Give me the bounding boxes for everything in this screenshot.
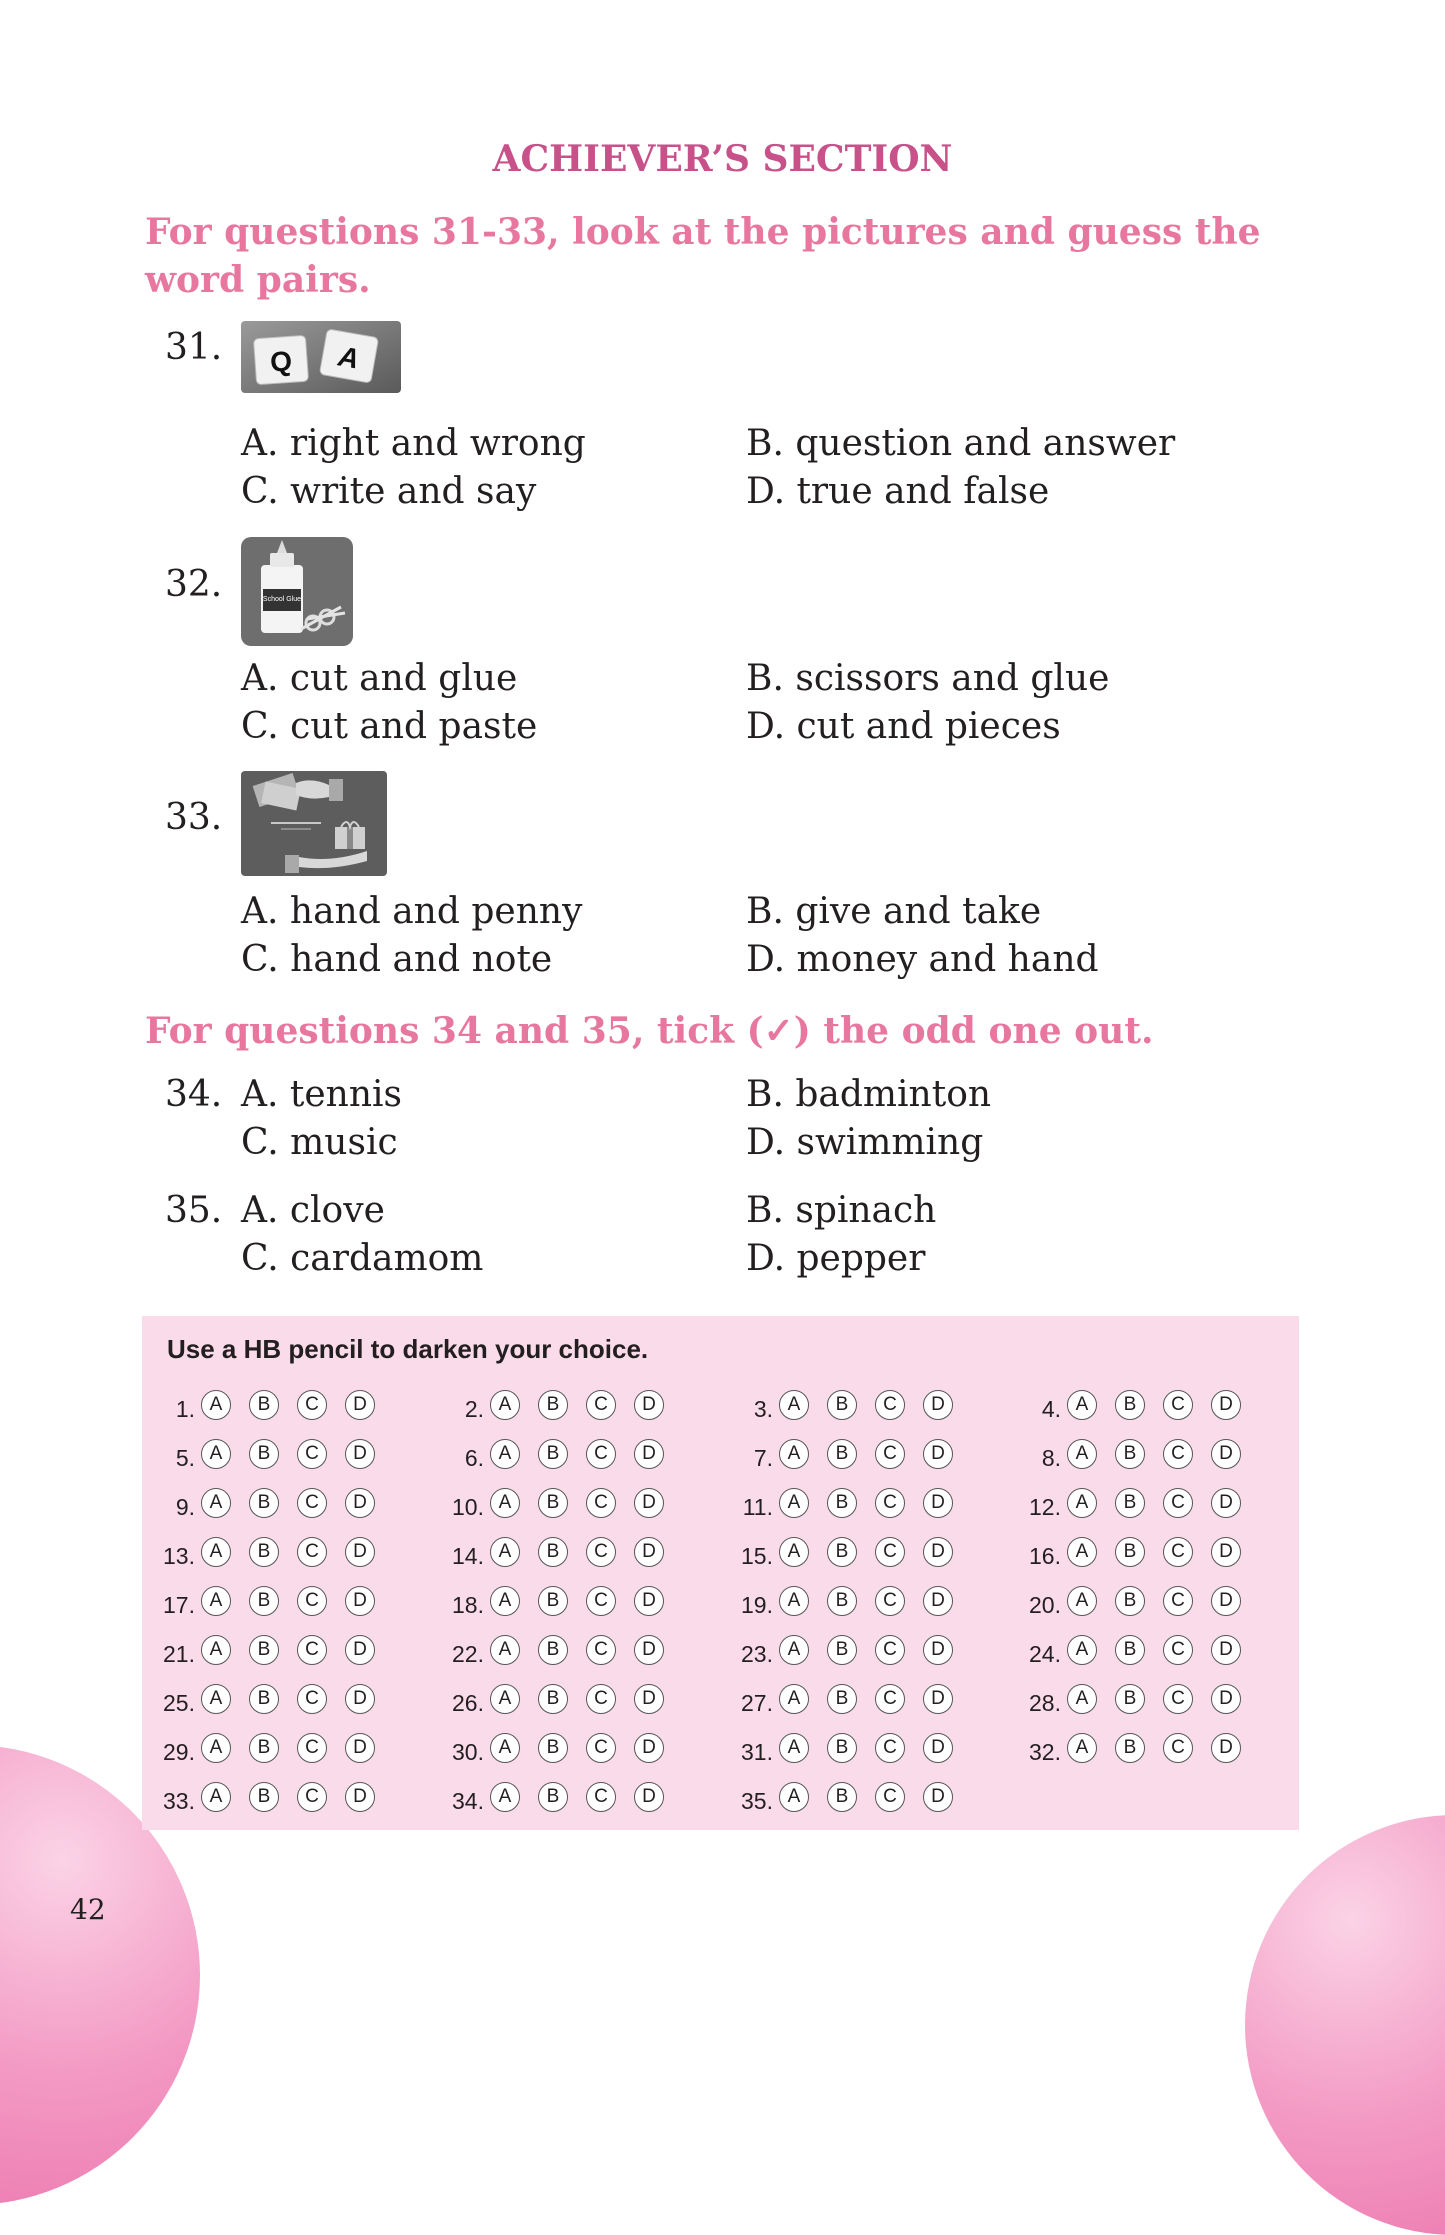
question-34-number: 34. [165, 1074, 223, 1115]
answer-bubble-d[interactable]: D [923, 1635, 953, 1665]
answer-bubble-a[interactable]: A [779, 1733, 809, 1763]
answer-bubble-d[interactable]: D [634, 1782, 664, 1812]
answer-bubble-d[interactable]: D [923, 1537, 953, 1567]
answer-bubble-b[interactable]: B [538, 1439, 568, 1469]
answer-bubble-d[interactable]: D [923, 1586, 953, 1616]
answer-row [717, 1582, 971, 1620]
answer-row [139, 1778, 393, 1816]
answer-bubble-a[interactable]: A [201, 1635, 231, 1665]
answer-number: 18. [452, 1591, 484, 1618]
answer-bubble-d[interactable]: D [345, 1390, 375, 1420]
answer-bubble-c[interactable]: C [1163, 1733, 1193, 1763]
answer-bubble-a[interactable]: A [201, 1733, 231, 1763]
answer-bubble-c[interactable]: C [1163, 1439, 1193, 1469]
section-title: ACHIEVER’S SECTION [492, 138, 953, 180]
answer-row [428, 1435, 682, 1473]
answer-row [1005, 1729, 1259, 1767]
answer-row [1005, 1435, 1259, 1473]
answer-bubble-d[interactable]: D [345, 1537, 375, 1567]
answer-bubble-d[interactable]: D [634, 1390, 664, 1420]
answer-number: 7. [753, 1444, 773, 1471]
answer-bubble-c[interactable]: C [875, 1586, 905, 1616]
answer-bubble-b[interactable]: B [538, 1684, 568, 1714]
answer-bubble-d[interactable]: D [1211, 1586, 1241, 1616]
answer-bubble-b[interactable]: B [1115, 1390, 1145, 1420]
answer-bubble-d[interactable]: D [345, 1733, 375, 1763]
answer-bubble-c[interactable]: C [297, 1537, 327, 1567]
answer-number: 1. [175, 1395, 195, 1422]
answer-bubble-d[interactable]: D [1211, 1537, 1241, 1567]
answer-bubble-b[interactable]: B [249, 1488, 279, 1518]
question-35-option-b: B. spinach [746, 1190, 937, 1231]
answer-bubble-c[interactable]: C [297, 1488, 327, 1518]
answer-number: 33. [163, 1787, 195, 1814]
answer-number: 29. [163, 1738, 195, 1765]
answer-bubble-d[interactable]: D [345, 1488, 375, 1518]
answer-bubble-c[interactable]: C [875, 1635, 905, 1665]
question-31-image [241, 321, 401, 393]
answer-bubble-a[interactable]: A [1067, 1733, 1097, 1763]
answer-number: 9. [175, 1493, 195, 1520]
answer-bubble-a[interactable]: A [1067, 1684, 1097, 1714]
answer-bubble-b[interactable]: B [827, 1635, 857, 1665]
answer-bubble-b[interactable]: B [1115, 1635, 1145, 1665]
answer-bubble-c[interactable]: C [297, 1782, 327, 1812]
answer-row [428, 1386, 682, 1424]
answer-bubble-d[interactable]: D [923, 1439, 953, 1469]
answer-bubble-a[interactable]: A [779, 1439, 809, 1469]
answer-row [428, 1778, 682, 1816]
answer-row [139, 1631, 393, 1669]
answer-bubble-a[interactable]: A [779, 1684, 809, 1714]
answer-bubble-c[interactable]: C [586, 1782, 616, 1812]
question-34-option-d: D. swimming [746, 1122, 984, 1163]
answer-number: 23. [741, 1640, 773, 1667]
answer-bubble-a[interactable]: A [201, 1586, 231, 1616]
answer-number: 14. [452, 1542, 484, 1569]
question-33-image [241, 771, 387, 876]
answer-number: 26. [452, 1689, 484, 1716]
question-33-option-c: C. hand and note [241, 939, 553, 980]
answer-bubble-d[interactable]: D [634, 1439, 664, 1469]
answer-bubble-b[interactable]: B [827, 1782, 857, 1812]
answer-bubble-b[interactable]: B [538, 1635, 568, 1665]
answer-row [717, 1631, 971, 1669]
question-33-option-a: A. hand and penny [241, 891, 583, 932]
answer-row [428, 1484, 682, 1522]
answer-row [1005, 1582, 1259, 1620]
question-32-option-d: D. cut and pieces [746, 706, 1061, 747]
answer-bubble-d[interactable]: D [345, 1684, 375, 1714]
instruction-31-33: For questions 31-33, look at the pictures and guess the word pairs. [145, 211, 1261, 301]
answer-number: 3. [753, 1395, 773, 1422]
answer-bubble-d[interactable]: D [1211, 1390, 1241, 1420]
answer-bubble-c[interactable]: C [586, 1635, 616, 1665]
glue-label: School Glue [262, 596, 302, 603]
answer-bubble-c[interactable]: C [875, 1390, 905, 1420]
answer-bubble-c[interactable]: C [297, 1635, 327, 1665]
answer-bubble-c[interactable]: C [875, 1684, 905, 1714]
question-31-option-b: B. question and answer [746, 423, 1176, 464]
question-33-number: 33. [165, 797, 223, 838]
tile-a: A [336, 340, 362, 375]
answer-bubble-b[interactable]: B [538, 1782, 568, 1812]
answer-bubble-a[interactable]: A [490, 1488, 520, 1518]
answer-bubble-a[interactable]: A [490, 1586, 520, 1616]
answer-number: 32. [1029, 1738, 1061, 1765]
answer-row [717, 1778, 971, 1816]
answer-bubble-a[interactable]: A [779, 1488, 809, 1518]
answer-row [139, 1729, 393, 1767]
question-31-number: 31. [165, 327, 223, 368]
question-34-option-b: B. badminton [746, 1074, 992, 1115]
answer-bubble-b[interactable]: B [827, 1537, 857, 1567]
answer-number: 24. [1029, 1640, 1061, 1667]
answer-row [139, 1386, 393, 1424]
answer-bubble-c[interactable]: C [297, 1390, 327, 1420]
answer-number: 22. [452, 1640, 484, 1667]
answer-bubble-b[interactable]: B [249, 1390, 279, 1420]
answer-bubble-c[interactable]: C [586, 1586, 616, 1616]
answer-bubble-c[interactable]: C [875, 1782, 905, 1812]
answer-bubble-d[interactable]: D [634, 1488, 664, 1518]
answer-bubble-a[interactable]: A [779, 1782, 809, 1812]
answer-bubble-d[interactable]: D [634, 1684, 664, 1714]
answer-row [428, 1631, 682, 1669]
answer-bubble-d[interactable]: D [1211, 1733, 1241, 1763]
answer-bubble-b[interactable]: B [538, 1733, 568, 1763]
answer-bubble-a[interactable]: A [490, 1782, 520, 1812]
answer-number: 31. [741, 1738, 773, 1765]
answer-bubble-b[interactable]: B [827, 1684, 857, 1714]
answer-bubble-c[interactable]: C [875, 1488, 905, 1518]
answer-bubble-a[interactable]: A [1067, 1586, 1097, 1616]
answer-bubble-a[interactable]: A [201, 1782, 231, 1812]
answer-bubble-a[interactable]: A [779, 1586, 809, 1616]
answer-bubble-c[interactable]: C [586, 1390, 616, 1420]
question-33-option-d: D. money and hand [746, 939, 1099, 980]
question-31-option-d: D. true and false [746, 471, 1050, 512]
answer-bubble-b[interactable]: B [538, 1537, 568, 1567]
answer-bubble-d[interactable]: D [923, 1733, 953, 1763]
answer-bubble-a[interactable]: A [201, 1390, 231, 1420]
answer-row [139, 1680, 393, 1718]
decorative-corner-bottom-right [1245, 1815, 1445, 2235]
answer-bubble-c[interactable]: C [875, 1733, 905, 1763]
question-33-option-b: B. give and take [746, 891, 1042, 932]
answer-bubble-b[interactable]: B [249, 1635, 279, 1665]
answer-row [717, 1386, 971, 1424]
answer-bubble-b[interactable]: B [249, 1439, 279, 1469]
question-35-option-a: A. clove [241, 1190, 385, 1231]
answer-row [717, 1484, 971, 1522]
answer-bubble-a[interactable]: A [201, 1488, 231, 1518]
answer-number: 2. [464, 1395, 484, 1422]
answer-number: 28. [1029, 1689, 1061, 1716]
answer-bubble-c[interactable]: C [1163, 1390, 1193, 1420]
answer-number: 30. [452, 1738, 484, 1765]
answer-bubble-a[interactable]: A [779, 1390, 809, 1420]
answer-row [428, 1533, 682, 1571]
answer-bubble-b[interactable]: B [827, 1733, 857, 1763]
question-31-option-a: A. right and wrong [241, 423, 586, 464]
answer-bubble-c[interactable]: C [1163, 1537, 1193, 1567]
answer-row [1005, 1631, 1259, 1669]
answer-bubble-c[interactable]: C [1163, 1684, 1193, 1714]
question-32-option-a: A. cut and glue [241, 658, 518, 699]
answer-bubble-a[interactable]: A [490, 1439, 520, 1469]
answer-bubble-d[interactable]: D [1211, 1439, 1241, 1469]
answer-row [428, 1680, 682, 1718]
answer-bubble-a[interactable]: A [490, 1684, 520, 1714]
answer-bubble-a[interactable]: A [201, 1537, 231, 1567]
answer-row [139, 1582, 393, 1620]
answer-number: 27. [741, 1689, 773, 1716]
answer-bubble-c[interactable]: C [1163, 1586, 1193, 1616]
answer-row [139, 1533, 393, 1571]
answer-row [1005, 1533, 1259, 1571]
answer-bubble-b[interactable]: B [827, 1439, 857, 1469]
question-32-image [241, 537, 353, 646]
answer-bubble-b[interactable]: B [249, 1684, 279, 1714]
answer-bubble-d[interactable]: D [345, 1439, 375, 1469]
answer-bubble-d[interactable]: D [1211, 1684, 1241, 1714]
answer-bubble-b[interactable]: B [827, 1586, 857, 1616]
answer-bubble-d[interactable]: D [634, 1586, 664, 1616]
answer-number: 6. [464, 1444, 484, 1471]
answer-bubble-d[interactable]: D [345, 1635, 375, 1665]
answer-bubble-c[interactable]: C [586, 1537, 616, 1567]
answer-bubble-d[interactable]: D [923, 1390, 953, 1420]
question-35-number: 35. [165, 1190, 223, 1231]
answer-number: 34. [452, 1787, 484, 1814]
answer-bubble-b[interactable]: B [538, 1488, 568, 1518]
answer-bubble-c[interactable]: C [875, 1439, 905, 1469]
answer-bubble-a[interactable]: A [1067, 1537, 1097, 1567]
question-35-option-d: D. pepper [746, 1238, 926, 1279]
answer-bubble-c[interactable]: C [586, 1733, 616, 1763]
answer-row [717, 1533, 971, 1571]
answer-bubble-c[interactable]: C [586, 1488, 616, 1518]
answer-number: 12. [1029, 1493, 1061, 1520]
answer-number: 16. [1029, 1542, 1061, 1569]
answer-row [139, 1435, 393, 1473]
answer-bubble-a[interactable]: A [1067, 1635, 1097, 1665]
answer-bubble-c[interactable]: C [875, 1537, 905, 1567]
answer-bubble-c[interactable]: C [586, 1439, 616, 1469]
answer-number: 21. [163, 1640, 195, 1667]
answer-number: 5. [175, 1444, 195, 1471]
question-31-option-c: C. write and say [241, 471, 537, 512]
question-32-option-c: C. cut and paste [241, 706, 538, 747]
answer-bubble-a[interactable]: A [490, 1635, 520, 1665]
answer-bubble-b[interactable]: B [827, 1488, 857, 1518]
answer-row [717, 1729, 971, 1767]
page-number: 42 [70, 1893, 106, 1926]
answer-sheet [142, 1316, 1299, 1830]
answer-bubble-c[interactable]: C [297, 1439, 327, 1469]
answer-number: 13. [163, 1542, 195, 1569]
answer-bubble-b[interactable]: B [1115, 1488, 1145, 1518]
answer-bubble-d[interactable]: D [634, 1537, 664, 1567]
answer-bubble-a[interactable]: A [490, 1733, 520, 1763]
answer-number: 17. [163, 1591, 195, 1618]
answer-bubble-b[interactable]: B [249, 1733, 279, 1763]
answer-bubble-b[interactable]: B [249, 1586, 279, 1616]
answer-bubble-b[interactable]: B [249, 1782, 279, 1812]
tile-q: Q [269, 345, 294, 378]
answer-bubble-c[interactable]: C [297, 1684, 327, 1714]
answer-number: 20. [1029, 1591, 1061, 1618]
answer-number: 8. [1041, 1444, 1061, 1471]
answer-bubble-c[interactable]: C [297, 1733, 327, 1763]
answer-row [428, 1729, 682, 1767]
answer-bubble-b[interactable]: B [538, 1586, 568, 1616]
answer-bubble-a[interactable]: A [490, 1537, 520, 1567]
answer-bubble-d[interactable]: D [923, 1684, 953, 1714]
answer-bubble-d[interactable]: D [1211, 1635, 1241, 1665]
answer-row [428, 1582, 682, 1620]
answer-bubble-c[interactable]: C [1163, 1635, 1193, 1665]
answer-bubble-a[interactable]: A [779, 1537, 809, 1567]
answer-bubble-b[interactable]: B [1115, 1586, 1145, 1616]
answer-sheet-title: Use a HB pencil to darken your choice. [167, 1334, 649, 1364]
answer-bubble-b[interactable]: B [1115, 1537, 1145, 1567]
answer-bubble-a[interactable]: A [201, 1684, 231, 1714]
answer-row [1005, 1484, 1259, 1522]
question-34-option-a: A. tennis [241, 1074, 403, 1115]
answer-bubble-d[interactable]: D [923, 1782, 953, 1812]
answer-bubble-b[interactable]: B [249, 1537, 279, 1567]
question-32-number: 32. [165, 564, 223, 605]
answer-number: 19. [741, 1591, 773, 1618]
answer-row [1005, 1680, 1259, 1718]
answer-bubble-d[interactable]: D [923, 1488, 953, 1518]
answer-number: 15. [741, 1542, 773, 1569]
answer-bubble-d[interactable]: D [345, 1782, 375, 1812]
answer-number: 35. [741, 1787, 773, 1814]
answer-bubble-d[interactable]: D [345, 1586, 375, 1616]
answer-number: 11. [742, 1493, 773, 1520]
answer-row [717, 1680, 971, 1718]
answer-bubble-d[interactable]: D [634, 1733, 664, 1763]
answer-bubble-b[interactable]: B [827, 1390, 857, 1420]
answer-bubble-a[interactable]: A [1067, 1488, 1097, 1518]
answer-bubble-c[interactable]: C [1163, 1488, 1193, 1518]
answer-number: 4. [1041, 1395, 1061, 1422]
answer-row [1005, 1386, 1259, 1424]
answer-number: 10. [452, 1493, 484, 1520]
answer-bubble-a[interactable]: A [490, 1390, 520, 1420]
answer-bubble-a[interactable]: A [1067, 1390, 1097, 1420]
answer-row [139, 1484, 393, 1522]
answer-bubble-b[interactable]: B [1115, 1439, 1145, 1469]
answer-bubble-b[interactable]: B [1115, 1684, 1145, 1714]
answer-bubble-d[interactable]: D [1211, 1488, 1241, 1518]
question-35-option-c: C. cardamom [241, 1238, 484, 1279]
answer-row [717, 1435, 971, 1473]
answer-bubble-a[interactable]: A [1067, 1439, 1097, 1469]
answer-bubble-a[interactable]: A [779, 1635, 809, 1665]
answer-bubble-b[interactable]: B [1115, 1733, 1145, 1763]
question-32-option-b: B. scissors and glue [746, 658, 1110, 699]
answer-bubble-c[interactable]: C [297, 1586, 327, 1616]
answer-bubble-b[interactable]: B [538, 1390, 568, 1420]
answer-number: 25. [163, 1689, 195, 1716]
instruction-34-35: For questions 34 and 35, tick (✓) the odd one out. [145, 1010, 1154, 1052]
answer-bubble-c[interactable]: C [586, 1684, 616, 1714]
answer-bubble-d[interactable]: D [634, 1635, 664, 1665]
question-34-option-c: C. music [241, 1122, 398, 1163]
answer-bubble-a[interactable]: A [201, 1439, 231, 1469]
